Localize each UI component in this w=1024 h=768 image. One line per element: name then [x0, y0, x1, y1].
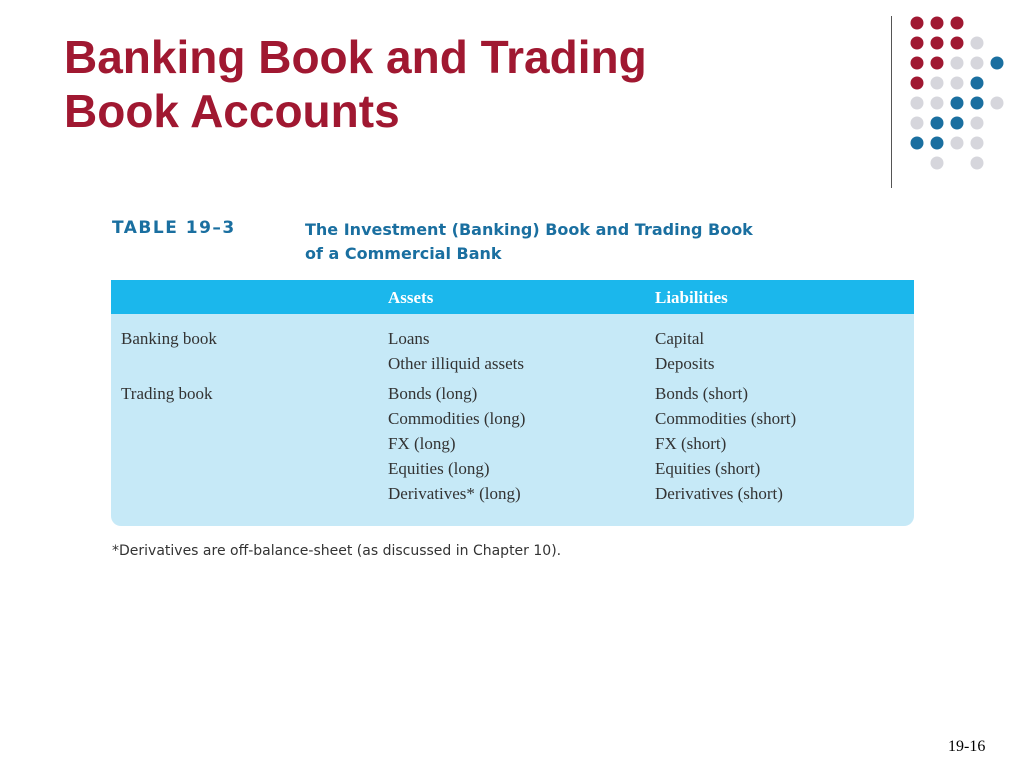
asset-item: Commodities (long)	[388, 409, 526, 428]
row-label-trading-book: Trading book	[121, 384, 213, 403]
banking-book-liabilities	[655, 326, 715, 376]
table-caption-line-2: of a Commercial Bank	[305, 244, 502, 263]
table-caption	[305, 218, 805, 266]
trading-book-assets	[388, 381, 525, 506]
header-assets: Assets	[388, 288, 434, 307]
book-accounts-table	[111, 280, 914, 526]
liability-item: Deposits	[655, 354, 715, 373]
header-liabilities: Liabilities	[655, 288, 728, 307]
vertical-divider	[891, 16, 892, 188]
liability-item: Equities (short)	[655, 459, 761, 478]
asset-item: Loans	[388, 329, 430, 348]
row-label-banking-book: Banking book	[121, 329, 217, 348]
asset-item: Derivatives* (long)	[388, 484, 521, 503]
trading-book-liabilities	[655, 381, 796, 506]
title-line-2: Book Accounts	[64, 85, 400, 137]
decorative-dot-grid	[906, 12, 1016, 172]
liability-item: Derivatives (short)	[655, 484, 783, 503]
liability-item: Bonds (short)	[655, 384, 749, 403]
liability-item: Commodities (short)	[655, 409, 797, 428]
title-line-1: Banking Book and Trading	[64, 31, 647, 83]
asset-item: Equities (long)	[388, 459, 490, 478]
table-header-row	[111, 280, 914, 314]
liability-item: FX (short)	[655, 434, 727, 453]
table-heading	[112, 218, 812, 268]
table-number: TABLE 19–3	[112, 218, 236, 238]
asset-item: Other illiquid assets	[388, 354, 524, 373]
table-caption-line-1: The Investment (Banking) Book and Trading Book	[305, 220, 753, 239]
slide-title	[64, 30, 844, 138]
page-number: 19-16	[948, 738, 986, 755]
table-footnote: *Derivatives are off-balance-sheet (as discussed in Chapter 10).	[112, 543, 562, 559]
banking-book-assets	[388, 326, 524, 376]
asset-item: FX (long)	[388, 434, 456, 453]
asset-item: Bonds (long)	[388, 384, 478, 403]
liability-item: Capital	[655, 329, 705, 348]
dot-pattern	[911, 17, 1004, 170]
